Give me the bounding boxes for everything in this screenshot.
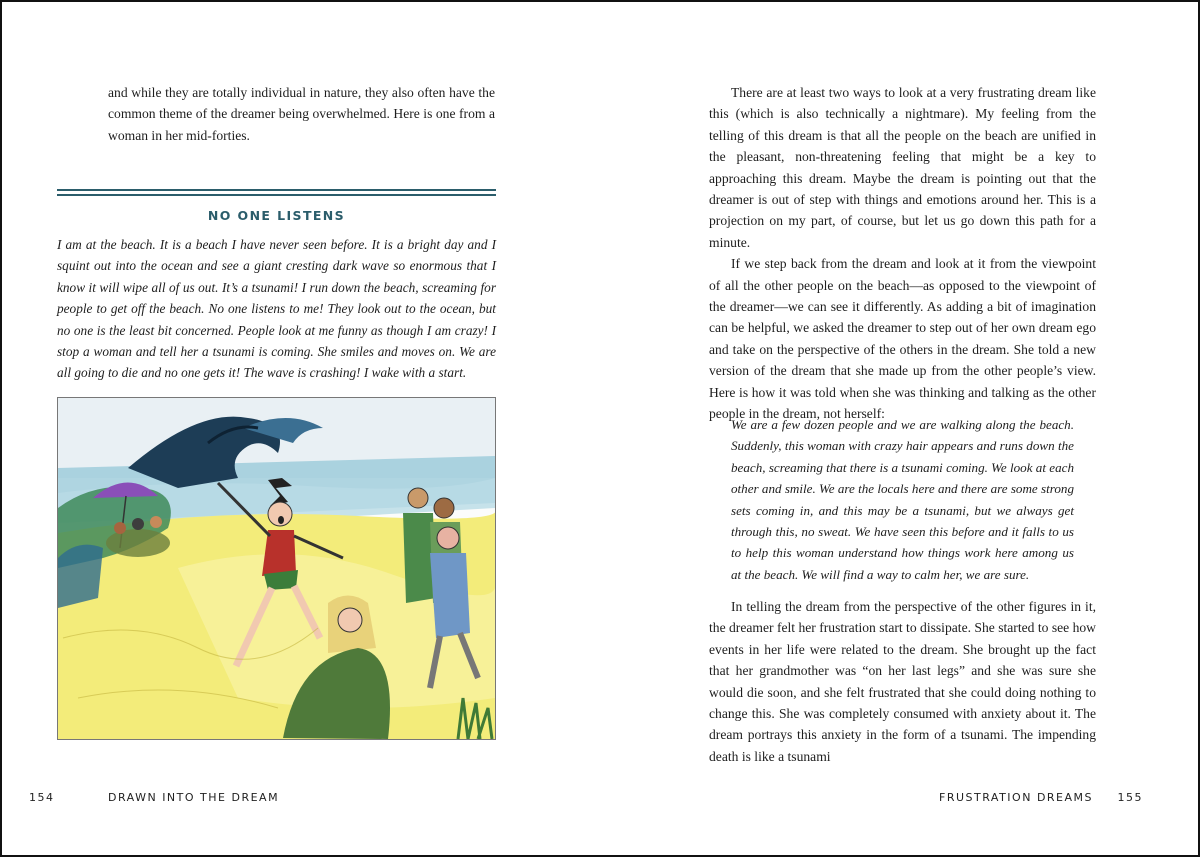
block-quote: We are a few dozen people and we are walking along the beach. Suddenly, this woman with crazy hair appears and runs down the beach, screaming that there is a tsunami coming. We look at each other and smile. We are the locals here and there are some strong sets coming in, and this may be a tsunami, but we always get through this, no sweat. We have seen this before and it falls to us to help this woman understand how things work here among us at the beach. We will find a way to calm her, we are sure. [731, 417, 1074, 582]
sidebar-title: NO ONE LISTENS [207, 208, 346, 223]
running-head-right: FRUSTRATION DREAMS [939, 791, 1093, 804]
dream-narrative: I am at the beach. It is a beach I have never seen before. It is a bright day and I squint out into the ocean and see a giant cresting dark wave so enormous that I know it will wipe all of us out. It’s a tsunami! I run down the beach, screaming for people to get off the beach. No one listens to me! They look out to the ocean, but no one is the least bit concerned. People look at me funny as though I am crazy! I stop a woman and tell her a tsunami is coming. She smiles and moves on. We are all going to die and no one gets it! The wave is crashing! I wake with a start. [57, 237, 496, 381]
main-text-block [709, 82, 1096, 425]
page-number-right: 155 [1117, 791, 1143, 804]
sidebar-rules [57, 189, 496, 197]
right-page [600, 2, 1198, 855]
paragraph-3: In telling the dream from the perspective of the other figures in it, the dreamer felt her frustration start to dissipate. She started to see how events in her life were related to the dream. She brought up the fact that her grandmother was “on her last legs” and she was sure she would die soon, and she felt frustrated that she could doing nothing to change this. She was completely consumed with anxiety about it. The dream portrays this anxiety in the form of a tsunami. The impending death is like a tsunami [709, 599, 1096, 764]
paragraph-2: If we step back from the dream and look at it from the viewpoint of all the other people on the beach—as opposed to the viewpoint of the dreamer—we can see it differently. As adding a bit of imagination can be helpful, we asked the dreamer to step out of her own dream ego and take on the perspective of the others in the dream. She told a new version of the dream that she made up from the other people’s view. Here is how it was told when she was thinking and talking as the other people in the dream, not herself: [709, 256, 1096, 422]
continuation-text-block [709, 596, 1096, 767]
left-page [2, 2, 600, 855]
page-number-left: 154 [29, 791, 55, 804]
running-head-left: DRAWN INTO THE DREAM [108, 791, 280, 804]
intro-paragraph: and while they are totally individual in nature, they also often have the common theme of the dreamer being overwhelmed. Here is one from a woman in her mid-forties. [108, 85, 495, 143]
paragraph-1: There are at least two ways to look at a very frustrating dream like this (which is also technically a nightmare). My feeling from the telling of this dream is that all the people on the beach are unified in the pleasant, non-threatening feeling that might be a key to approaching this dream. Maybe the dream is pointing out that the dreamer is out of step with things and emotions around her. This is a projection on my part, of course, but let us go down this path for a minute. [709, 85, 1096, 250]
beach-tsunami-illustration [57, 397, 496, 740]
